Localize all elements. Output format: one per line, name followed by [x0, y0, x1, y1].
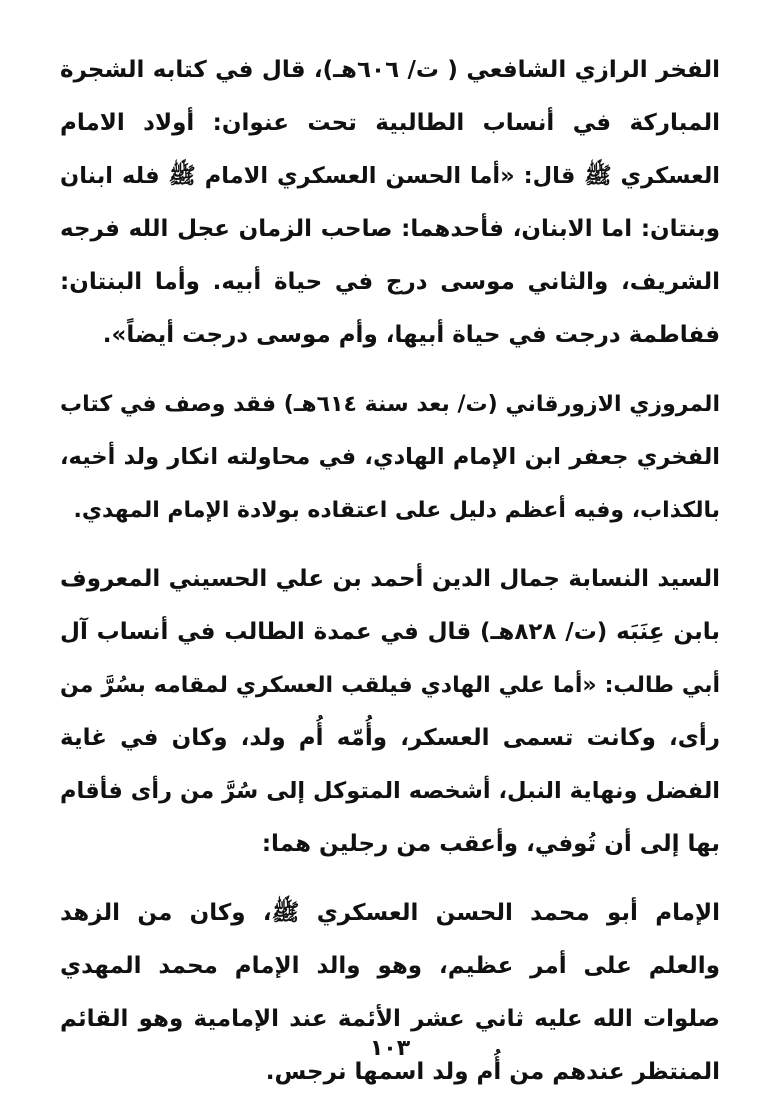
text-line: رأى، وكانت تسمى العسكر، وأُمّه أُم ولد، وكان في غاية [60, 725, 720, 751]
text-line: السيد النسابة جمال الدين أحمد بن علي الحسيني المعروف [60, 566, 720, 592]
text-line: الإمام أبو محمد الحسن العسكري ﷺ، وكان من الزهد [60, 900, 720, 926]
paragraph-fakhr-razi [60, 44, 720, 362]
text-line: بها إلى أن تُوفي، وأعقب من رجلين هما: [261, 831, 720, 857]
text-line: والعلم على أمر عظيم، وهو والد الإمام محمد المهدي [60, 953, 720, 979]
text-line: بابن عِنَبَه (ت/ ٨٢٨هـ) قال في عمدة الطالب في أنساب آل [60, 619, 720, 645]
body-text [60, 44, 720, 1115]
text-line: ففاطمة درجت في حياة أبيها، وأم موسى درجت أيضاً». [102, 322, 720, 348]
paragraph-imam-askari [60, 887, 720, 1099]
text-line: الفضل ونهاية النبل، أشخصه المتوكل إلى سُرَّ من رأى فأقام [60, 778, 720, 804]
text-line: صلوات الله عليه ثاني عشر الأئمة عند الإمامية وهو القائم [60, 1006, 720, 1032]
text-line: الفخر الرازي الشافعي ( ت/ ٦٠٦هـ)، قال في كتابه الشجرة [60, 57, 720, 83]
text-line: بالكذاب، وفيه أعظم دليل على اعتقاده بولادة الإمام المهدي. [73, 498, 720, 523]
text-line: المباركة في أنساب الطالبية تحت عنوان: أولاد الامام [60, 110, 720, 136]
text-line: أبي طالب: «أما علي الهادي فيلقب العسكري لمقامه بسُرَّ من [60, 673, 720, 698]
text-line: وبنتان: اما الابنان، فأحدهما: صاحب الزمان عجل الله فرجه [60, 216, 720, 242]
text-line: المنتظر عندهم من أُم ولد اسمها نرجس. [265, 1059, 720, 1085]
page-number: ١٠٣ [369, 1036, 411, 1061]
text-line: العسكري ﷺ قال: «أما الحسن العسكري الامام ﷺ فله ابنان [60, 163, 720, 189]
text-line: المروزي الازورقاني (ت/ بعد سنة ٦١٤هـ) فقد وصف في كتاب [60, 392, 720, 417]
text-line: الشريف، والثاني موسى درج في حياة أبيه. وأما البنتان: [60, 269, 720, 295]
text-line: الفخري جعفر ابن الإمام الهادي، في محاولته انكار ولد أخيه، [60, 444, 720, 470]
paragraph-ibn-inaba [60, 553, 720, 871]
paragraph-marwazi [60, 378, 720, 537]
